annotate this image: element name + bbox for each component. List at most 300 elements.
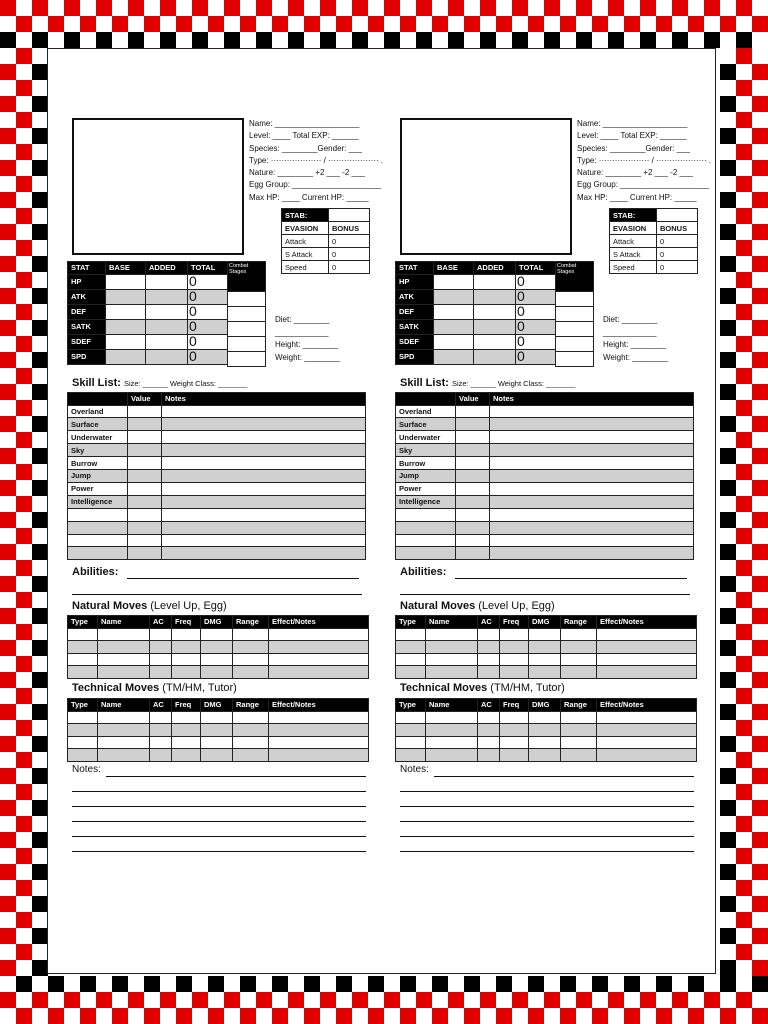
combat-stage-cell[interactable] bbox=[228, 307, 266, 322]
evasion-attack-label: Attack bbox=[610, 235, 657, 248]
move-cell[interactable] bbox=[396, 628, 426, 641]
skill-notes[interactable] bbox=[490, 431, 694, 444]
skill-blank[interactable] bbox=[396, 534, 456, 547]
skill-blank[interactable] bbox=[396, 508, 456, 521]
stat-added[interactable] bbox=[146, 349, 188, 364]
move-cell[interactable] bbox=[68, 641, 98, 654]
border-square bbox=[720, 544, 736, 560]
border-square bbox=[0, 224, 16, 240]
move-cell[interactable] bbox=[201, 736, 233, 749]
skill-value[interactable] bbox=[456, 521, 490, 534]
move-cell[interactable] bbox=[68, 749, 98, 762]
move-cell[interactable] bbox=[172, 724, 201, 737]
move-cell[interactable] bbox=[172, 628, 201, 641]
move-cell[interactable] bbox=[500, 749, 529, 762]
border-square bbox=[464, 976, 480, 992]
move-cell[interactable] bbox=[478, 653, 500, 666]
move-cell[interactable] bbox=[269, 641, 369, 654]
skill-underwater: Underwater bbox=[396, 431, 456, 444]
move-cell[interactable] bbox=[561, 724, 597, 737]
skill-intelligence: Intelligence bbox=[68, 495, 128, 508]
move-cell[interactable] bbox=[529, 724, 561, 737]
move-cell[interactable] bbox=[98, 736, 150, 749]
notes-line[interactable] bbox=[400, 851, 694, 852]
skill-notes[interactable] bbox=[162, 405, 366, 418]
skill-burrow: Burrow bbox=[396, 457, 456, 470]
stab-label: STAB: bbox=[610, 209, 657, 222]
move-cell[interactable] bbox=[172, 666, 201, 679]
move-cell[interactable] bbox=[68, 711, 98, 724]
name-field[interactable]: Name: ___________________ bbox=[249, 119, 360, 128]
move-cell[interactable] bbox=[150, 653, 172, 666]
move-cell[interactable] bbox=[396, 653, 426, 666]
skill-value[interactable] bbox=[128, 482, 162, 495]
evasion-speed-value[interactable]: 0 bbox=[329, 261, 370, 274]
stat-total: 0 bbox=[188, 349, 228, 364]
combat-stage-cell[interactable] bbox=[556, 352, 594, 367]
hp-field[interactable]: Max HP: ____ Current HP: _____ bbox=[577, 192, 697, 202]
notes-line[interactable] bbox=[72, 836, 366, 837]
skill-blank[interactable] bbox=[396, 547, 456, 560]
move-cell[interactable] bbox=[561, 736, 597, 749]
skill-blank[interactable] bbox=[68, 521, 128, 534]
move-cell[interactable] bbox=[561, 711, 597, 724]
skill-value[interactable] bbox=[128, 547, 162, 560]
move-cell[interactable] bbox=[201, 628, 233, 641]
move-cell[interactable] bbox=[233, 666, 269, 679]
abilities-line[interactable] bbox=[400, 594, 690, 595]
skill-blank[interactable] bbox=[68, 547, 128, 560]
nature-field[interactable]: Nature: ________ +2 ___ -2 ___ bbox=[577, 168, 693, 178]
skill-value[interactable] bbox=[456, 495, 490, 508]
skill-notes[interactable] bbox=[490, 534, 694, 547]
notes-line[interactable] bbox=[72, 806, 366, 807]
weight-field[interactable]: Weight: ________ bbox=[275, 352, 340, 362]
move-cell[interactable] bbox=[597, 653, 697, 666]
stat-base[interactable] bbox=[106, 319, 146, 334]
border-square bbox=[16, 304, 32, 320]
border-square bbox=[736, 992, 752, 1008]
skill-value[interactable] bbox=[128, 470, 162, 483]
skill-value[interactable] bbox=[128, 444, 162, 457]
border-square bbox=[752, 544, 768, 560]
evasion-speed-value[interactable]: 0 bbox=[657, 261, 698, 274]
notes-line[interactable] bbox=[400, 821, 694, 822]
border-square bbox=[752, 448, 768, 464]
move-cell[interactable] bbox=[150, 724, 172, 737]
skill-value[interactable] bbox=[456, 534, 490, 547]
skill-value[interactable] bbox=[456, 508, 490, 521]
notes-line[interactable] bbox=[400, 791, 694, 792]
stat-base[interactable] bbox=[106, 289, 146, 304]
move-cell[interactable] bbox=[172, 749, 201, 762]
skill-value[interactable] bbox=[456, 547, 490, 560]
skill-notes[interactable] bbox=[162, 495, 366, 508]
move-cell[interactable] bbox=[150, 711, 172, 724]
skill-value[interactable] bbox=[456, 482, 490, 495]
border-square bbox=[16, 528, 32, 544]
skill-notes[interactable] bbox=[162, 470, 366, 483]
stat-added[interactable] bbox=[474, 289, 516, 304]
move-cell[interactable] bbox=[478, 736, 500, 749]
border-square bbox=[384, 0, 400, 16]
stat-base[interactable] bbox=[106, 274, 146, 289]
move-cell[interactable] bbox=[478, 628, 500, 641]
move-cell[interactable] bbox=[597, 711, 697, 724]
move-header-freq: Freq bbox=[500, 616, 529, 629]
border-square bbox=[0, 608, 16, 624]
stab-value[interactable] bbox=[329, 209, 370, 222]
move-cell[interactable] bbox=[529, 711, 561, 724]
move-cell[interactable] bbox=[561, 628, 597, 641]
skill-notes[interactable] bbox=[490, 470, 694, 483]
border-square bbox=[688, 1008, 704, 1024]
move-cell[interactable] bbox=[68, 628, 98, 641]
move-cell[interactable] bbox=[98, 653, 150, 666]
border-square bbox=[32, 384, 48, 400]
move-cell[interactable] bbox=[269, 711, 369, 724]
skill-notes[interactable] bbox=[162, 482, 366, 495]
move-cell[interactable] bbox=[233, 724, 269, 737]
stat-added[interactable] bbox=[146, 274, 188, 289]
move-cell[interactable] bbox=[396, 749, 426, 762]
skill-notes[interactable] bbox=[490, 457, 694, 470]
stat-base[interactable] bbox=[434, 274, 474, 289]
move-cell[interactable] bbox=[597, 749, 697, 762]
skill-value[interactable] bbox=[128, 495, 162, 508]
border-square bbox=[752, 512, 768, 528]
move-cell[interactable] bbox=[201, 749, 233, 762]
stat-added[interactable] bbox=[474, 304, 516, 319]
move-cell[interactable] bbox=[172, 736, 201, 749]
combat-stage-cell[interactable] bbox=[556, 307, 594, 322]
abilities-line[interactable] bbox=[455, 578, 687, 579]
stat-added[interactable] bbox=[474, 274, 516, 289]
notes-line[interactable] bbox=[72, 851, 366, 852]
move-cell[interactable] bbox=[98, 749, 150, 762]
move-cell[interactable] bbox=[233, 653, 269, 666]
border-square bbox=[720, 832, 736, 848]
move-cell[interactable] bbox=[269, 653, 369, 666]
move-cell[interactable] bbox=[500, 628, 529, 641]
move-cell[interactable] bbox=[529, 641, 561, 654]
move-cell[interactable] bbox=[561, 653, 597, 666]
move-cell[interactable] bbox=[529, 628, 561, 641]
skill-value[interactable] bbox=[456, 457, 490, 470]
notes-line[interactable] bbox=[400, 836, 694, 837]
skill-value[interactable] bbox=[456, 470, 490, 483]
skill-notes[interactable] bbox=[490, 547, 694, 560]
border-square bbox=[256, 992, 272, 1008]
move-cell[interactable] bbox=[478, 641, 500, 654]
stat-base[interactable] bbox=[434, 349, 474, 364]
stat-added[interactable] bbox=[146, 334, 188, 349]
move-cell[interactable] bbox=[172, 653, 201, 666]
move-cell[interactable] bbox=[426, 666, 478, 679]
move-cell[interactable] bbox=[500, 641, 529, 654]
skill-notes[interactable] bbox=[162, 521, 366, 534]
move-cell[interactable] bbox=[98, 724, 150, 737]
stat-total: 0 bbox=[188, 274, 228, 289]
move-cell[interactable] bbox=[201, 666, 233, 679]
level-field[interactable]: Level: ____ Total EXP: ______ bbox=[577, 131, 687, 141]
skill-value[interactable] bbox=[456, 418, 490, 431]
name-field[interactable]: Name: ___________________ bbox=[577, 119, 688, 128]
move-cell[interactable] bbox=[426, 641, 478, 654]
move-cell[interactable] bbox=[150, 666, 172, 679]
move-cell[interactable] bbox=[98, 666, 150, 679]
move-cell[interactable] bbox=[478, 749, 500, 762]
move-cell[interactable] bbox=[529, 653, 561, 666]
move-cell[interactable] bbox=[172, 641, 201, 654]
move-cell[interactable] bbox=[597, 666, 697, 679]
move-cell[interactable] bbox=[478, 724, 500, 737]
species-field[interactable]: Species: ________Gender: ___ bbox=[249, 143, 362, 153]
stat-added[interactable] bbox=[146, 319, 188, 334]
skill-value[interactable] bbox=[128, 508, 162, 521]
move-cell[interactable] bbox=[269, 736, 369, 749]
portrait-box[interactable] bbox=[72, 118, 244, 255]
move-cell[interactable] bbox=[396, 666, 426, 679]
combat-stages-table bbox=[555, 261, 594, 367]
move-cell[interactable] bbox=[478, 666, 500, 679]
move-cell[interactable] bbox=[500, 736, 529, 749]
skill-notes[interactable] bbox=[162, 457, 366, 470]
move-cell[interactable] bbox=[426, 724, 478, 737]
border-square bbox=[0, 320, 16, 336]
move-cell[interactable] bbox=[426, 749, 478, 762]
move-cell[interactable] bbox=[233, 736, 269, 749]
move-cell[interactable] bbox=[98, 628, 150, 641]
height-field[interactable]: Height: ________ bbox=[275, 340, 339, 349]
skill-notes[interactable] bbox=[490, 521, 694, 534]
stat-header: STAT bbox=[396, 262, 434, 275]
stat-added[interactable] bbox=[474, 349, 516, 364]
diet-field-line[interactable]: ____________ bbox=[275, 327, 329, 337]
stat-label-hp: HP bbox=[396, 274, 434, 289]
move-cell[interactable] bbox=[233, 641, 269, 654]
notes-line[interactable] bbox=[400, 806, 694, 807]
skill-notes[interactable] bbox=[490, 418, 694, 431]
skill-notes[interactable] bbox=[490, 495, 694, 508]
move-cell[interactable] bbox=[396, 736, 426, 749]
combat-stage-cell[interactable] bbox=[228, 292, 266, 307]
combat-stage-cell[interactable] bbox=[228, 337, 266, 352]
move-cell[interactable] bbox=[150, 628, 172, 641]
skill-notes[interactable] bbox=[490, 405, 694, 418]
hp-field[interactable]: Max HP: ____ Current HP: _____ bbox=[249, 192, 369, 202]
border-square bbox=[32, 512, 48, 528]
move-cell[interactable] bbox=[201, 724, 233, 737]
move-cell[interactable] bbox=[233, 749, 269, 762]
move-cell[interactable] bbox=[478, 711, 500, 724]
move-cell[interactable] bbox=[597, 736, 697, 749]
border-square bbox=[736, 112, 752, 128]
skill-blank[interactable] bbox=[68, 534, 128, 547]
stat-base[interactable] bbox=[106, 334, 146, 349]
total-header: TOTAL bbox=[188, 262, 228, 275]
stat-added[interactable] bbox=[146, 289, 188, 304]
skill-value[interactable] bbox=[128, 521, 162, 534]
stat-label-atk: ATK bbox=[396, 289, 434, 304]
move-cell[interactable] bbox=[269, 749, 369, 762]
move-cell[interactable] bbox=[172, 711, 201, 724]
diet-field[interactable]: Diet: ________ bbox=[275, 315, 330, 324]
combat-stage-cell[interactable] bbox=[556, 292, 594, 307]
move-cell[interactable] bbox=[529, 736, 561, 749]
skill-notes[interactable] bbox=[162, 508, 366, 521]
evasion-sattack-value[interactable]: 0 bbox=[657, 248, 698, 261]
size-weight-fields[interactable]: Size: ______ Weight Class: _______ bbox=[451, 379, 576, 388]
abilities-line[interactable] bbox=[72, 594, 362, 595]
move-cell[interactable] bbox=[68, 666, 98, 679]
portrait-box[interactable] bbox=[400, 118, 572, 255]
border-square bbox=[496, 976, 512, 992]
type-field[interactable]: Type: ··················· / ··················· . bbox=[249, 155, 384, 165]
notes-line[interactable] bbox=[106, 776, 366, 777]
move-cell[interactable] bbox=[597, 641, 697, 654]
skill-notes[interactable] bbox=[490, 482, 694, 495]
stat-base[interactable] bbox=[106, 304, 146, 319]
stat-base[interactable] bbox=[434, 304, 474, 319]
skill-notes[interactable] bbox=[162, 547, 366, 560]
move-cell[interactable] bbox=[201, 641, 233, 654]
move-header-name: Name bbox=[98, 699, 150, 712]
move-cell[interactable] bbox=[529, 666, 561, 679]
weight-field[interactable]: Weight: ________ bbox=[603, 352, 668, 362]
evasion-attack-value[interactable]: 0 bbox=[657, 235, 698, 248]
move-cell[interactable] bbox=[597, 724, 697, 737]
border-square bbox=[720, 16, 736, 32]
stat-added[interactable] bbox=[146, 304, 188, 319]
skill-value[interactable] bbox=[128, 405, 162, 418]
move-cell[interactable] bbox=[561, 666, 597, 679]
combat-stage-cell[interactable] bbox=[228, 322, 266, 337]
border-square bbox=[752, 896, 768, 912]
border-square bbox=[656, 1008, 672, 1024]
move-cell[interactable] bbox=[68, 653, 98, 666]
move-cell[interactable] bbox=[426, 736, 478, 749]
species-field[interactable]: Species: ________Gender: ___ bbox=[577, 143, 690, 153]
height-field[interactable]: Height: ________ bbox=[603, 340, 667, 349]
move-cell[interactable] bbox=[597, 628, 697, 641]
stat-base[interactable] bbox=[434, 319, 474, 334]
combat-stage-cell[interactable] bbox=[556, 337, 594, 352]
move-cell[interactable] bbox=[500, 711, 529, 724]
border-square bbox=[576, 32, 592, 48]
move-cell[interactable] bbox=[150, 749, 172, 762]
move-cell[interactable] bbox=[98, 711, 150, 724]
character-sheet-page bbox=[47, 48, 716, 974]
egg-group-field[interactable]: Egg Group: ____________________ bbox=[577, 180, 710, 190]
move-cell[interactable] bbox=[396, 724, 426, 737]
move-cell[interactable] bbox=[233, 628, 269, 641]
diet-field-line[interactable]: ____________ bbox=[603, 327, 657, 337]
skill-notes[interactable] bbox=[490, 444, 694, 457]
skill-blank[interactable] bbox=[396, 521, 456, 534]
combat-stage-cell[interactable] bbox=[556, 322, 594, 337]
stat-base[interactable] bbox=[106, 349, 146, 364]
skill-notes[interactable] bbox=[162, 431, 366, 444]
skill-value[interactable] bbox=[128, 457, 162, 470]
move-cell[interactable] bbox=[426, 711, 478, 724]
stat-added[interactable] bbox=[474, 334, 516, 349]
combat-stage-cell[interactable] bbox=[228, 352, 266, 367]
move-cell[interactable] bbox=[150, 641, 172, 654]
stat-added[interactable] bbox=[474, 319, 516, 334]
move-cell[interactable] bbox=[68, 736, 98, 749]
evasion-attack-value[interactable]: 0 bbox=[329, 235, 370, 248]
skill-notes[interactable] bbox=[490, 508, 694, 521]
move-cell[interactable] bbox=[426, 653, 478, 666]
move-cell[interactable] bbox=[233, 711, 269, 724]
border-square bbox=[32, 480, 48, 496]
border-square bbox=[64, 32, 80, 48]
move-cell[interactable] bbox=[201, 653, 233, 666]
diet-field[interactable]: Diet: ________ bbox=[603, 315, 658, 324]
move-cell[interactable] bbox=[68, 724, 98, 737]
notes-line[interactable] bbox=[72, 791, 366, 792]
skill-value[interactable] bbox=[128, 418, 162, 431]
stat-base[interactable] bbox=[434, 334, 474, 349]
skill-blank[interactable] bbox=[68, 508, 128, 521]
skill-notes[interactable] bbox=[162, 534, 366, 547]
skill-notes[interactable] bbox=[162, 444, 366, 457]
skill-value[interactable] bbox=[456, 444, 490, 457]
stat-label-sdef: SDEF bbox=[396, 334, 434, 349]
move-cell[interactable] bbox=[561, 641, 597, 654]
move-cell[interactable] bbox=[500, 666, 529, 679]
skill-list-title: Skill List: bbox=[72, 377, 121, 389]
evasion-sattack-value[interactable]: 0 bbox=[329, 248, 370, 261]
move-cell[interactable] bbox=[201, 711, 233, 724]
move-header-type: Type bbox=[68, 699, 98, 712]
move-cell[interactable] bbox=[500, 724, 529, 737]
notes-line[interactable] bbox=[72, 821, 366, 822]
move-cell[interactable] bbox=[426, 628, 478, 641]
level-field[interactable]: Level: ____ Total EXP: ______ bbox=[249, 131, 359, 141]
abilities-line[interactable] bbox=[127, 578, 359, 579]
egg-group-field[interactable]: Egg Group: ____________________ bbox=[249, 180, 382, 190]
size-weight-fields[interactable]: Size: ______ Weight Class: _______ bbox=[123, 379, 248, 388]
move-cell[interactable] bbox=[396, 641, 426, 654]
move-cell[interactable] bbox=[150, 736, 172, 749]
skill-value[interactable] bbox=[456, 405, 490, 418]
move-cell[interactable] bbox=[561, 749, 597, 762]
skill-value[interactable] bbox=[128, 534, 162, 547]
stab-value[interactable] bbox=[657, 209, 698, 222]
border-square bbox=[16, 912, 32, 928]
move-cell[interactable] bbox=[269, 628, 369, 641]
move-cell[interactable] bbox=[98, 641, 150, 654]
nature-field[interactable]: Nature: ________ +2 ___ -2 ___ bbox=[249, 168, 365, 178]
border-square bbox=[720, 288, 736, 304]
stat-base[interactable] bbox=[434, 289, 474, 304]
border-square bbox=[752, 224, 768, 240]
move-cell[interactable] bbox=[500, 653, 529, 666]
type-field[interactable]: Type: ··················· / ··················· . bbox=[577, 155, 712, 165]
border-square bbox=[112, 976, 128, 992]
skill-notes[interactable] bbox=[162, 418, 366, 431]
skill-value[interactable] bbox=[456, 431, 490, 444]
move-cell[interactable] bbox=[396, 711, 426, 724]
skill-value[interactable] bbox=[128, 431, 162, 444]
move-cell[interactable] bbox=[269, 666, 369, 679]
notes-line[interactable] bbox=[434, 776, 694, 777]
border-square bbox=[544, 0, 560, 16]
move-cell[interactable] bbox=[529, 749, 561, 762]
move-cell[interactable] bbox=[269, 724, 369, 737]
